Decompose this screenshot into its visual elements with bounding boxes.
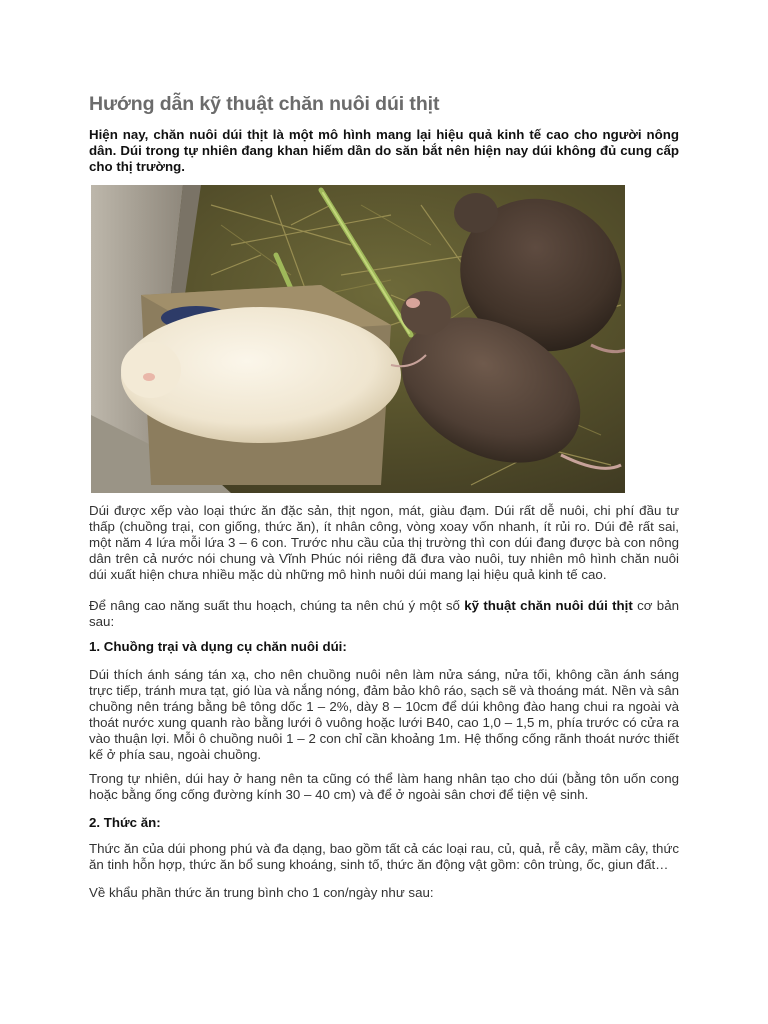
paragraph-techniques [89, 598, 679, 630]
paragraph-techniques-strong: kỹ thuật chăn nuôi dúi thịt [464, 598, 633, 613]
paragraph-feed: Thức ăn của dúi phong phú và đa dạng, bao gồm tất cả các loại rau, củ, quả, rễ cây, mầm cây, thức ăn tinh hỗn hợp, thức ăn bổ sung khoáng, sinh tố, thức ăn động vật gồm: côn trùng, ốc, giun đất… [89, 841, 679, 872]
section-heading-housing: 1. Chuồng trại và dụng cụ chăn nuôi dúi: [89, 639, 347, 654]
paragraph-housing: Dúi thích ánh sáng tán xạ, cho nên chuồng nuôi nên làm nửa sáng, nửa tối, không cần ánh sáng trực tiếp, tránh mưa tạt, gió lùa và nắng nóng, đảm bảo khô ráo, sạch sẽ và thoáng mát. Nền và sân chuồng nên tráng bằng bê tông dốc 1 – 2%, dày 8 – 10cm để dúi không đào hang chui ra ngoài và thoát nước xung quanh rào bằng lưới ô vuông hoặc lưới B40, cao 1,0 – 1,5 m, phía trước có cửa ra vào thuận lợi. Mỗi ô chuồng nuôi 1 – 2 con chỉ cần khoảng 1m. Hệ thống cống rãnh thoát nước thiết kế ở phía sau, ngoài chuồng. [89, 667, 679, 762]
bamboo-rats-photo [91, 185, 625, 493]
paragraph-burrow: Trong tự nhiên, dúi hay ở hang nên ta cũng có thể làm hang nhân tạo cho dúi (bằng tôn uốn cong hoặc bằng ống cống đường kính 30 – 40 cm) và để ở ngoài sân chơi để tiện vệ sinh. [89, 771, 679, 802]
paragraph-intro: Dúi được xếp vào loại thức ăn đặc sản, thịt ngon, mát, giàu đạm. Dúi rất dễ nuôi, chi phí đầu tư thấp (chuồng trại, con giống, thức ăn), ít nhân công, vòng xoay vốn nhanh, ít rủi ro. Dúi đẻ rất sai, một năm 4 lứa mỗi lứa 3 – 6 con. Trước nhu cầu của thị trường thì con dúi đang được bà con nông dân trên cả nước nói chung và Vĩnh Phúc nói riêng đã đưa vào nuôi, tuy nhiên mô hình chăn nuôi dúi xuất hiện chưa nhiều mặc dù những mô hình nuôi dúi mang lại hiệu quả kinh tế cao. [89, 503, 679, 582]
paragraph-techniques-after: cơ bản sau: [89, 598, 679, 629]
section-heading-feed: 2. Thức ăn: [89, 815, 161, 830]
paragraph-techniques-before: Để nâng cao năng suất thu hoạch, chúng ta nên chú ý một số [89, 598, 465, 613]
article-lead: Hiện nay, chăn nuôi dúi thịt là một mô hình mang lại hiệu quả kinh tế cao cho người nông dân. Dúi trong tự nhiên đang khan hiếm dần do săn bắt nên hiện nay dúi không đủ cung cấp cho thị trường. [89, 127, 679, 174]
article-title: Hướng dẫn kỹ thuật chăn nuôi dúi thịt [89, 93, 440, 115]
paragraph-ration: Về khẩu phần thức ăn trung bình cho 1 con/ngày như sau: [89, 885, 434, 900]
